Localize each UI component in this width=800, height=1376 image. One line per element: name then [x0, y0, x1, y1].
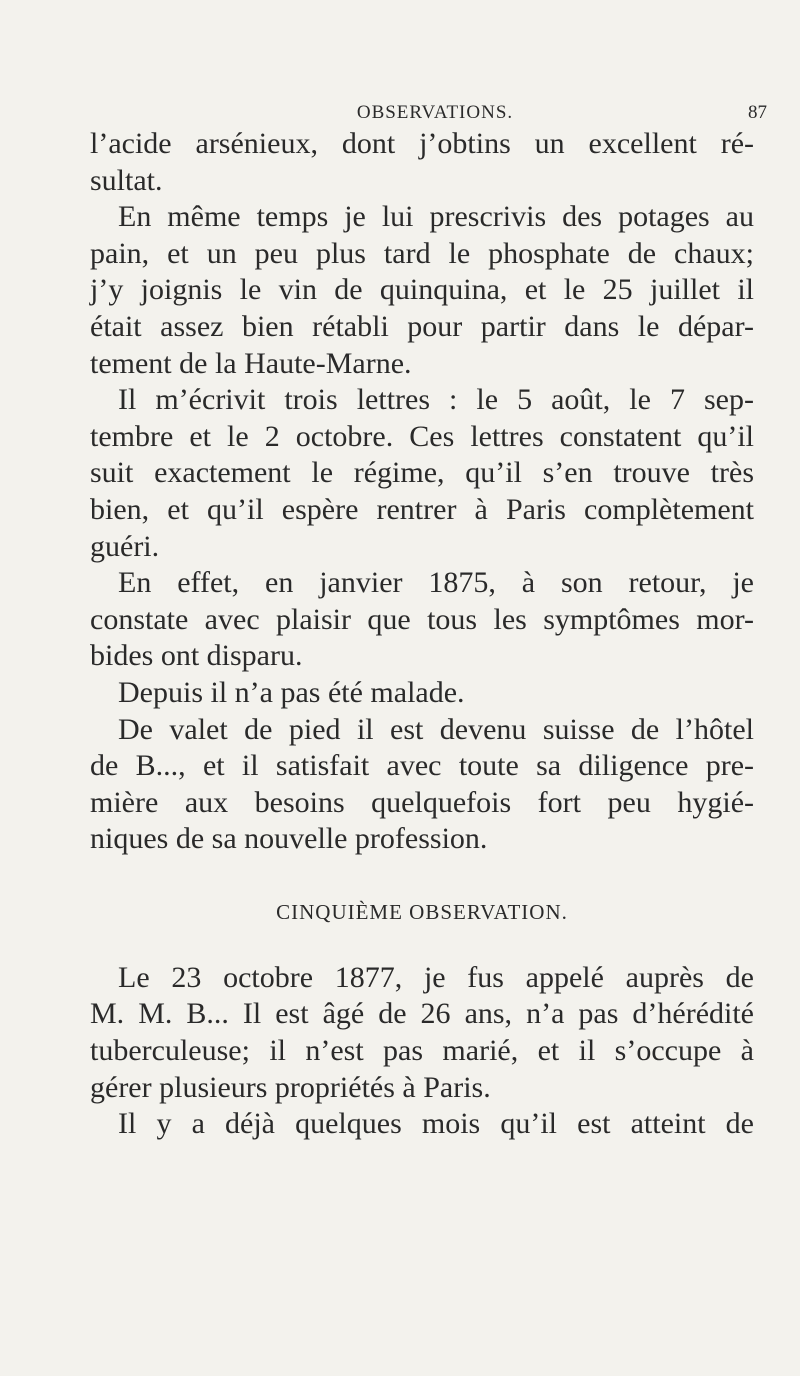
text-line: était assez bien rétabli pour partir dans le dépar- — [90, 309, 754, 343]
text-line: pain, et un peu plus tard le phosphate de chaux; — [90, 236, 754, 270]
text-line: tement de la Haute-Marne. — [90, 346, 412, 380]
text-line: Le 23 octobre 1877, je fus appelé auprès de — [118, 960, 754, 994]
text-line: M. M. B... Il est âgé de 26 ans, n’a pas d’hérédité — [90, 997, 754, 1031]
text-line: tuberculeuse; il n’est pas marié, et il s’occupe à — [90, 1034, 754, 1068]
text-line: Depuis il n’a pas été malade. — [118, 675, 465, 709]
text-line: Il m’écrivit trois lettres : le 5 août, le 7 sep- — [118, 383, 754, 417]
text-line: tembre et le 2 octobre. Ces lettres constatent qu’il — [90, 419, 754, 453]
text-line: gérer plusieurs propriétés à Paris. — [90, 1070, 491, 1104]
text-line: guéri. — [90, 529, 160, 563]
text-line: j’y joignis le vin de quinquina, et le 25 juillet il — [90, 273, 754, 307]
paragraphs-before-heading — [90, 126, 754, 858]
paragraphs-after-heading — [90, 960, 754, 1143]
text-line: mière aux besoins quelquefois fort peu hygié- — [90, 785, 754, 819]
section-heading: CINQUIÈME OBSERVATION. — [276, 899, 568, 924]
text-line: En effet, en janvier 1875, à son retour, je — [118, 566, 754, 600]
running-title: OBSERVATIONS. — [356, 102, 514, 123]
text-line: De valet de pied il est devenu suisse de l’hôtel — [118, 712, 754, 746]
page-number: 87 — [748, 102, 767, 123]
text-line: Il y a déjà quelques mois qu’il est atteint de — [118, 1107, 754, 1141]
text-line: En même temps je lui prescrivis des potages au — [118, 200, 754, 234]
text-line: constate avec plaisir que tous les symptômes mor- — [90, 602, 754, 636]
text-line: niques de sa nouvelle profession. — [90, 822, 488, 856]
text-line: sultat. — [90, 163, 163, 197]
text-line: suit exactement le régime, qu’il s’en trouve très — [90, 456, 754, 490]
body-text — [90, 126, 754, 1143]
text-line: bien, et qu’il espère rentrer à Paris complètement — [90, 492, 754, 526]
text-line: bides ont disparu. — [90, 639, 303, 673]
text-line: l’acide arsénieux, dont j’obtins un excellent ré- — [90, 127, 754, 160]
text-line: de B..., et il satisfait avec toute sa diligence pre- — [90, 749, 754, 783]
